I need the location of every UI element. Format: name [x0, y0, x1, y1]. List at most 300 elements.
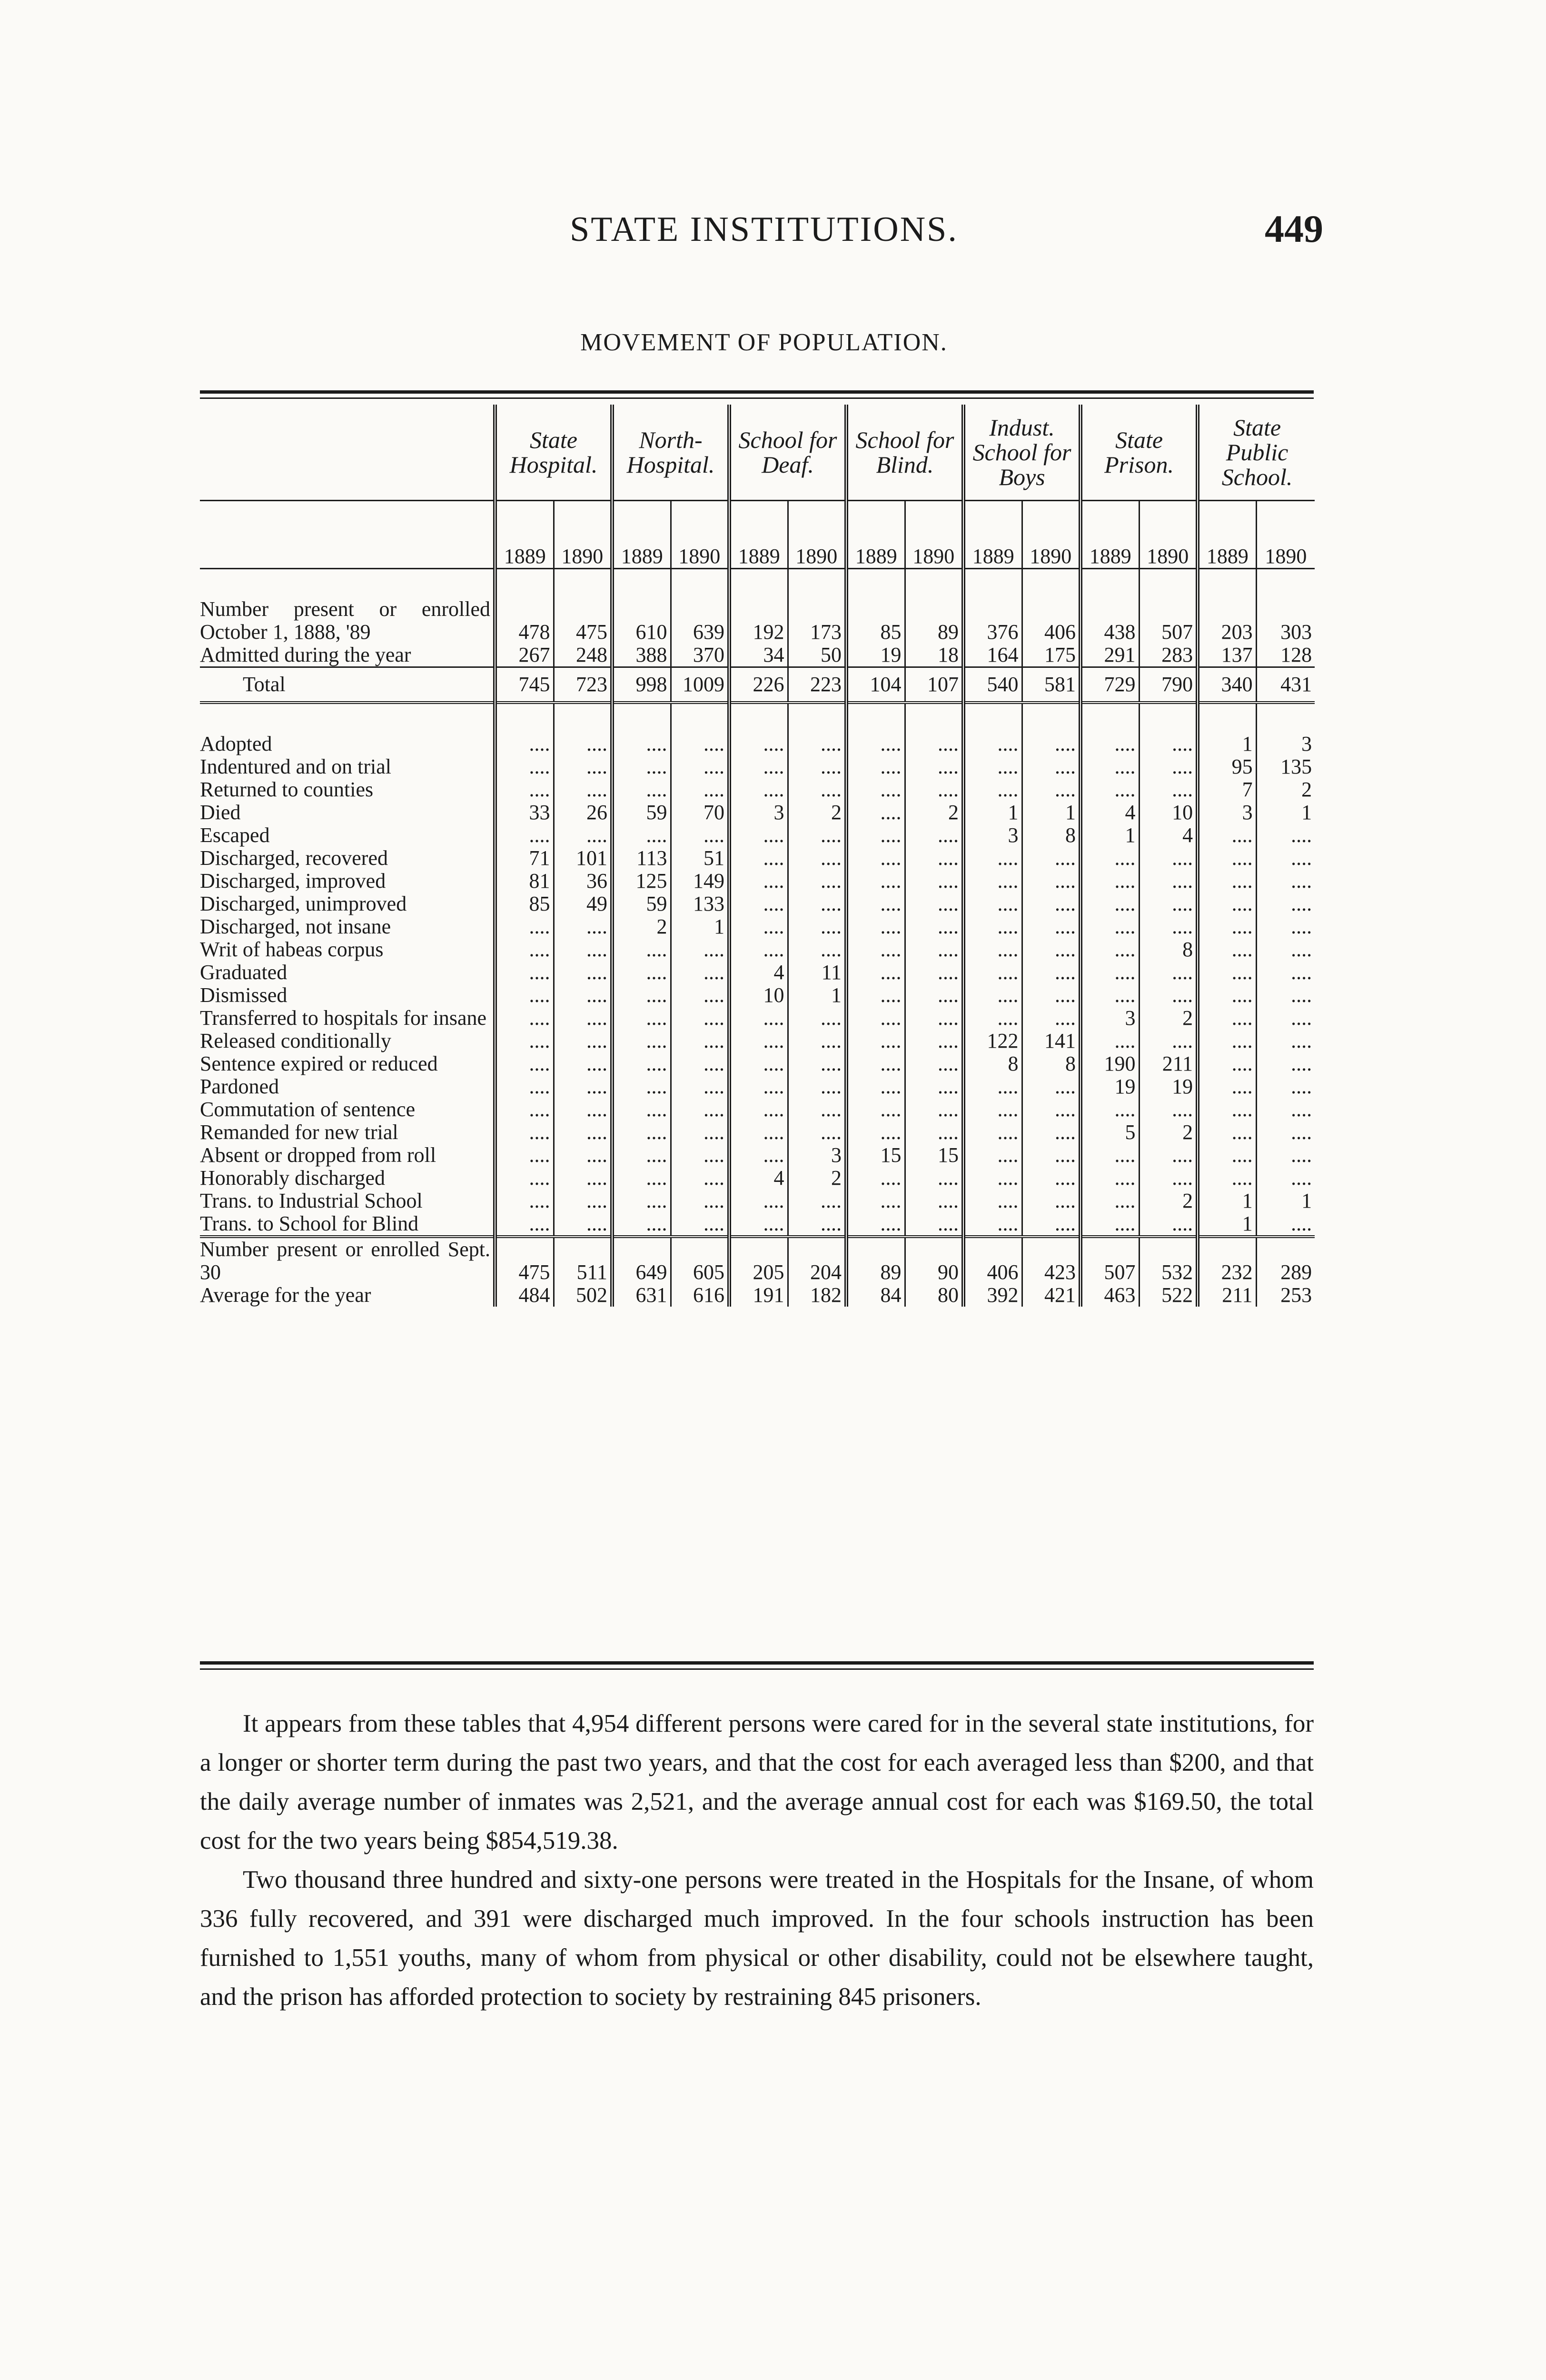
cell-value: 581 [1022, 667, 1080, 703]
header-spacer [200, 501, 495, 569]
cell-value: 3 [729, 801, 788, 824]
cell-value: .... [554, 915, 612, 938]
cell-value: 998 [612, 667, 671, 703]
cell-value: .... [963, 1098, 1022, 1121]
cell-value: .... [788, 847, 846, 870]
cell-value: .... [1080, 1167, 1139, 1190]
cell-value: .... [671, 938, 729, 961]
cell-value: 1 [1256, 1190, 1315, 1212]
cell-value: 475 [554, 598, 612, 644]
cell-value: .... [554, 1030, 612, 1052]
year-header: 1890 [671, 501, 729, 569]
cell-value: .... [1022, 1121, 1080, 1144]
cell-value: .... [729, 870, 788, 892]
cell-value: .... [1256, 915, 1315, 938]
cell-value: 421 [1022, 1284, 1080, 1307]
cell-value: .... [612, 755, 671, 778]
cell-value: .... [554, 1007, 612, 1030]
cell-value: .... [729, 1212, 788, 1237]
cell-value: .... [612, 1144, 671, 1167]
cell-value: .... [554, 961, 612, 984]
year-header-row [200, 501, 1315, 569]
year-header: 1890 [788, 501, 846, 569]
cell-value: .... [1080, 1212, 1139, 1237]
cell-value: 15 [905, 1144, 963, 1167]
year-header: 1889 [1198, 501, 1256, 569]
cell-value: 2 [788, 801, 846, 824]
cell-value: .... [671, 1212, 729, 1237]
top-rule [200, 390, 1314, 399]
cell-value: .... [729, 733, 788, 755]
cell-value: 113 [612, 847, 671, 870]
cell-value: 463 [1080, 1284, 1139, 1307]
cell-value: 175 [1022, 644, 1080, 667]
cell-value: .... [495, 1007, 554, 1030]
table-caption: MOVEMENT OF POPULATION. [580, 329, 948, 356]
cell-value: .... [905, 1121, 963, 1144]
cell-value: 223 [788, 667, 846, 703]
cell-value: .... [846, 984, 905, 1007]
cell-value: .... [1139, 1167, 1198, 1190]
cell-value: .... [963, 870, 1022, 892]
cell-value: .... [1198, 870, 1256, 892]
table-row [200, 824, 1315, 847]
cell-value: 19 [1139, 1075, 1198, 1098]
spacer-cell [1022, 569, 1080, 598]
row-label: Commutation of sentence [200, 1098, 416, 1121]
row-label: Trans. to Industrial School [200, 1189, 423, 1212]
year-header: 1890 [905, 501, 963, 569]
cell-value: .... [671, 961, 729, 984]
cell-value: .... [846, 1167, 905, 1190]
cell-value: .... [1022, 1190, 1080, 1212]
cell-value: 392 [963, 1284, 1022, 1307]
row-label: Number present or enrolled October 1, 1888, '89 [200, 597, 490, 644]
cell-value: .... [495, 824, 554, 847]
cell-value: .... [1256, 1075, 1315, 1098]
cell-value: .... [1256, 984, 1315, 1007]
cell-value: 616 [671, 1284, 729, 1307]
cell-value: .... [729, 755, 788, 778]
row-label: Absent or dropped from roll [200, 1143, 436, 1167]
cell-value: 7 [1198, 778, 1256, 801]
cell-value: .... [1256, 847, 1315, 870]
spacer-cell [788, 703, 846, 733]
cell-value: .... [963, 1144, 1022, 1167]
cell-value: 36 [554, 870, 612, 892]
cell-value: 211 [1139, 1052, 1198, 1075]
cell-value: .... [729, 892, 788, 915]
cell-value: 89 [846, 1237, 905, 1284]
cell-value: .... [1139, 870, 1198, 892]
cell-value: .... [495, 1190, 554, 1212]
spacer-cell [1022, 703, 1080, 733]
cell-value: 1 [788, 984, 846, 1007]
spacer-row [200, 703, 1315, 733]
table-row [200, 1212, 1315, 1237]
spacer-cell [729, 703, 788, 733]
spacer-cell [671, 569, 729, 598]
cell-value: .... [963, 892, 1022, 915]
cell-value: .... [495, 1030, 554, 1052]
institution-header: Indust. School for Boys [963, 405, 1080, 501]
cell-value: .... [788, 1030, 846, 1052]
cell-value: .... [1256, 961, 1315, 984]
cell-value: .... [612, 961, 671, 984]
spacer-cell [1256, 703, 1315, 733]
cell-value: .... [905, 733, 963, 755]
cell-value: .... [1198, 1052, 1256, 1075]
row-label: Transferred to hospitals for insane [200, 1006, 487, 1030]
cell-value: 502 [554, 1284, 612, 1307]
cell-value: .... [788, 938, 846, 961]
cell-value: 8 [1139, 938, 1198, 961]
table-row [200, 892, 1315, 915]
cell-value: 133 [671, 892, 729, 915]
cell-value: 50 [788, 644, 846, 667]
spacer-row [200, 569, 1315, 598]
cell-value: 70 [671, 801, 729, 824]
cell-value: .... [495, 915, 554, 938]
cell-value: .... [554, 733, 612, 755]
cell-value: .... [671, 984, 729, 1007]
cell-value: 182 [788, 1284, 846, 1307]
cell-value: .... [905, 1098, 963, 1121]
year-header: 1890 [554, 501, 612, 569]
row-label: Remanded for new trial [200, 1121, 398, 1144]
spacer-cell [200, 569, 495, 598]
cell-value: 438 [1080, 598, 1139, 644]
cell-value: .... [905, 778, 963, 801]
cell-value: .... [963, 984, 1022, 1007]
table-row [200, 1052, 1315, 1075]
row-label: Trans. to School for Blind [200, 1212, 419, 1235]
cell-value: .... [1080, 755, 1139, 778]
cell-value: 4 [1139, 824, 1198, 847]
row-label: Released conditionally [200, 1029, 391, 1052]
table-row [200, 1007, 1315, 1030]
cell-value: .... [1198, 1030, 1256, 1052]
cell-value: .... [846, 847, 905, 870]
cell-value: .... [1139, 1098, 1198, 1121]
year-header: 1889 [846, 501, 905, 569]
cell-value: .... [1022, 1167, 1080, 1190]
cell-value: .... [1198, 824, 1256, 847]
table-row [200, 1098, 1315, 1121]
cell-value: .... [963, 1190, 1022, 1212]
paragraph: It appears from these tables that 4,954 different persons were cared for in the several state institutions, for a longer or shorter term during the past two years, and that the cost for each averaged less than $200, and that the daily average number of inmates was 2,521, and the average annual cost for each was $169.50, the total cost for the two years being $854,519.38. [200, 1710, 1314, 1854]
cell-value: .... [1198, 1075, 1256, 1098]
cell-value: 388 [612, 644, 671, 667]
cell-value: .... [1022, 755, 1080, 778]
cell-value: .... [788, 1190, 846, 1212]
cell-value: .... [1139, 892, 1198, 915]
table-row [200, 915, 1315, 938]
cell-value: 291 [1080, 644, 1139, 667]
row-label: Number present or enrolled Sept. 30 [200, 1237, 495, 1284]
row-label: Graduated [200, 961, 287, 984]
cell-value: .... [729, 1190, 788, 1212]
cell-value: .... [846, 1030, 905, 1052]
cell-value: .... [1139, 961, 1198, 984]
cell-value: .... [963, 1121, 1022, 1144]
cell-value: 2 [1139, 1121, 1198, 1144]
cell-value: 5 [1080, 1121, 1139, 1144]
cell-value: .... [1022, 915, 1080, 938]
cell-value: 2 [1256, 778, 1315, 801]
cell-value: 478 [495, 598, 554, 644]
table-body [200, 569, 1315, 1307]
cell-value: 11 [788, 961, 846, 984]
cell-value: 8 [963, 1052, 1022, 1075]
cell-value: 8 [1022, 1052, 1080, 1075]
table-row [200, 598, 1315, 644]
cell-value: .... [554, 755, 612, 778]
cell-value: 59 [612, 892, 671, 915]
cell-value: 26 [554, 801, 612, 824]
cell-value: .... [788, 755, 846, 778]
cell-value: .... [963, 1007, 1022, 1030]
cell-value: .... [963, 961, 1022, 984]
cell-value: .... [1022, 984, 1080, 1007]
cell-value: .... [1256, 1144, 1315, 1167]
cell-value: 81 [495, 870, 554, 892]
cell-value: .... [1198, 915, 1256, 938]
cell-value: 340 [1198, 667, 1256, 703]
cell-value: .... [729, 847, 788, 870]
cell-value: .... [1139, 1212, 1198, 1237]
cell-value: 107 [905, 667, 963, 703]
year-header: 1890 [1256, 501, 1315, 569]
cell-value: .... [671, 1007, 729, 1030]
cell-value: .... [1198, 938, 1256, 961]
cell-value: 1 [1080, 824, 1139, 847]
spacer-cell [788, 569, 846, 598]
spacer-cell [1080, 569, 1139, 598]
cell-value: .... [1139, 733, 1198, 755]
cell-value: 141 [1022, 1030, 1080, 1052]
cell-value: .... [495, 733, 554, 755]
cell-value: .... [612, 733, 671, 755]
cell-value: .... [788, 824, 846, 847]
cell-value: 532 [1139, 1237, 1198, 1284]
cell-value: 232 [1198, 1237, 1256, 1284]
cell-value: .... [1198, 1144, 1256, 1167]
cell-value: .... [788, 1052, 846, 1075]
cell-value: .... [554, 984, 612, 1007]
cell-value: 101 [554, 847, 612, 870]
row-label: Died [200, 801, 241, 824]
cell-value: 253 [1256, 1284, 1315, 1307]
cell-value: .... [963, 915, 1022, 938]
cell-value: .... [612, 1007, 671, 1030]
cell-value: 2 [905, 801, 963, 824]
row-label: Discharged, improved [200, 869, 386, 892]
cell-value: .... [846, 733, 905, 755]
table-row [200, 938, 1315, 961]
cell-value: .... [1080, 892, 1139, 915]
cell-value: .... [1139, 915, 1198, 938]
cell-value: .... [1080, 915, 1139, 938]
cell-value: .... [1256, 824, 1315, 847]
cell-value: 289 [1256, 1237, 1315, 1284]
cell-value: .... [495, 1098, 554, 1121]
cell-value: 1 [1198, 733, 1256, 755]
cell-value: 639 [671, 598, 729, 644]
cell-value: 3 [1198, 801, 1256, 824]
cell-value: .... [612, 1098, 671, 1121]
cell-value: .... [788, 870, 846, 892]
cell-value: .... [1139, 847, 1198, 870]
row-label: Writ of habeas corpus [200, 938, 384, 961]
cell-value: .... [788, 1075, 846, 1098]
institution-header: State Public School. [1198, 405, 1315, 501]
cell-value: .... [1022, 778, 1080, 801]
cell-value: 1 [1022, 801, 1080, 824]
cell-value: .... [846, 824, 905, 847]
cell-value: .... [612, 1030, 671, 1052]
cell-value: .... [788, 1007, 846, 1030]
cell-value: 19 [1080, 1075, 1139, 1098]
cell-value: .... [1256, 1121, 1315, 1144]
cell-value: .... [671, 1052, 729, 1075]
cell-value: .... [905, 1212, 963, 1237]
cell-value: .... [1198, 1167, 1256, 1190]
cell-value: 4 [1080, 801, 1139, 824]
cell-value: .... [554, 1075, 612, 1098]
cell-value: 164 [963, 644, 1022, 667]
year-header: 1889 [729, 501, 788, 569]
cell-value: .... [1256, 1212, 1315, 1237]
page-number: 449 [1265, 207, 1323, 250]
cell-value: .... [612, 1212, 671, 1237]
spacer-cell [905, 703, 963, 733]
cell-value: .... [729, 1144, 788, 1167]
table-row [200, 755, 1315, 778]
institution-header-row [200, 405, 1315, 501]
institution-header: State Hospital. [495, 405, 612, 501]
cell-value: .... [671, 1121, 729, 1144]
table-row [200, 1284, 1315, 1307]
institution-header: State Prison. [1080, 405, 1198, 501]
cell-value: .... [554, 1098, 612, 1121]
bottom-rule [200, 1661, 1314, 1670]
cell-value: .... [671, 1075, 729, 1098]
table-row [200, 1237, 1315, 1284]
cell-value: .... [846, 801, 905, 824]
cell-value: .... [1198, 1121, 1256, 1144]
summary-text [200, 1704, 1314, 2016]
cell-value: 4 [729, 1167, 788, 1190]
cell-value: .... [846, 1075, 905, 1098]
header-spacer [200, 405, 495, 501]
cell-value: 540 [963, 667, 1022, 703]
spacer-cell [612, 703, 671, 733]
cell-value: 122 [963, 1030, 1022, 1052]
row-label: Honorably discharged [200, 1166, 385, 1190]
spacer-cell [963, 703, 1022, 733]
cell-value: 2 [788, 1167, 846, 1190]
row-label: Dismissed [200, 983, 287, 1007]
paragraph: Two thousand three hundred and sixty-one persons were treated in the Hospitals for the Insane, of whom 336 fully recovered, and 391 were discharged much improved. In the four schools instruction has been furnished to 1,551 youths, many of whom from physical or other disability, could not be elsewhere taught, and the prison has afforded protection to society by restraining 845 prisoners. [200, 1866, 1314, 2011]
cell-value: .... [788, 778, 846, 801]
cell-value: .... [846, 1190, 905, 1212]
table-row [200, 667, 1315, 703]
cell-value: 484 [495, 1284, 554, 1307]
cell-value: .... [788, 892, 846, 915]
cell-value: 507 [1080, 1237, 1139, 1284]
cell-value: .... [1022, 733, 1080, 755]
cell-value: 376 [963, 598, 1022, 644]
cell-value: .... [1080, 938, 1139, 961]
cell-value: 406 [1022, 598, 1080, 644]
row-label: Average for the year [200, 1283, 371, 1307]
institution-header: School for Deaf. [729, 405, 846, 501]
cell-value: .... [729, 1030, 788, 1052]
cell-value: .... [1080, 1190, 1139, 1212]
cell-value: .... [671, 1030, 729, 1052]
cell-value: 15 [846, 1144, 905, 1167]
cell-value: .... [671, 1098, 729, 1121]
table-row [200, 778, 1315, 801]
cell-value: 649 [612, 1237, 671, 1284]
spacer-cell [1139, 569, 1198, 598]
spacer-cell [1139, 703, 1198, 733]
cell-value: .... [1256, 1167, 1315, 1190]
spacer-cell [1080, 703, 1139, 733]
cell-value: .... [963, 938, 1022, 961]
cell-value: 1 [1256, 801, 1315, 824]
cell-value: .... [1080, 984, 1139, 1007]
cell-value: 3 [788, 1144, 846, 1167]
cell-value: .... [612, 1075, 671, 1098]
cell-value: .... [671, 778, 729, 801]
cell-value: .... [1139, 1030, 1198, 1052]
cell-value: .... [1256, 1007, 1315, 1030]
cell-value: 95 [1198, 755, 1256, 778]
cell-value: 1009 [671, 667, 729, 703]
cell-value: .... [1080, 1144, 1139, 1167]
cell-value: .... [495, 1075, 554, 1098]
cell-value: .... [905, 870, 963, 892]
cell-value: .... [495, 1212, 554, 1237]
cell-value: 190 [1080, 1052, 1139, 1075]
table-row [200, 733, 1315, 755]
spacer-cell [905, 569, 963, 598]
row-label: Adopted [200, 732, 272, 755]
cell-value: .... [1022, 1098, 1080, 1121]
cell-value: .... [671, 1144, 729, 1167]
cell-value: .... [905, 1030, 963, 1052]
running-header [205, 209, 1323, 252]
cell-value: 723 [554, 667, 612, 703]
population-table [200, 405, 1315, 1307]
cell-value: .... [905, 1190, 963, 1212]
year-header: 1889 [963, 501, 1022, 569]
cell-value: .... [495, 1052, 554, 1075]
cell-value: .... [1256, 870, 1315, 892]
spacer-cell [1198, 703, 1256, 733]
cell-value: .... [963, 1167, 1022, 1190]
spacer-cell [554, 703, 612, 733]
cell-value: .... [846, 1121, 905, 1144]
cell-value: 3 [1080, 1007, 1139, 1030]
spacer-cell [846, 703, 905, 733]
cell-value: .... [729, 1098, 788, 1121]
cell-value: 205 [729, 1237, 788, 1284]
cell-value: 71 [495, 847, 554, 870]
cell-value: .... [612, 778, 671, 801]
